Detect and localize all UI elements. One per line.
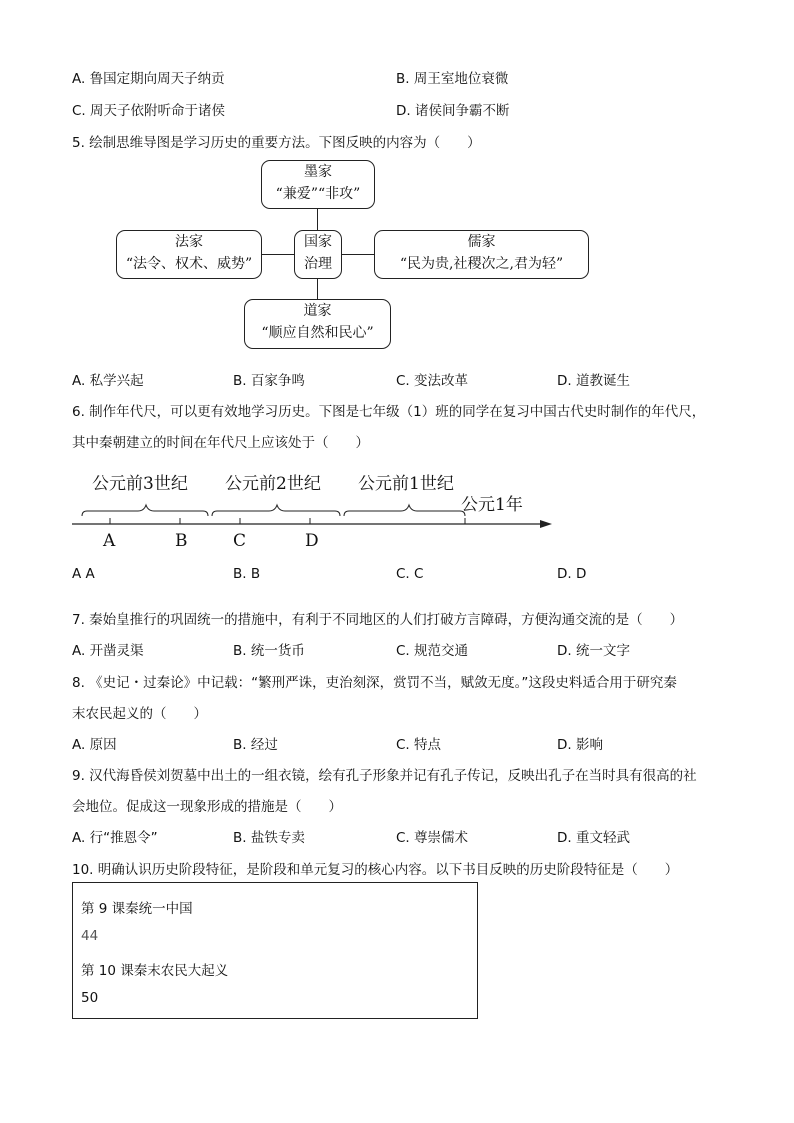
- q8-option-a[interactable]: A. 原因: [72, 737, 117, 753]
- mind-map-center-line1: 国家: [304, 234, 332, 250]
- mind-map-bottom-title: 道家: [303, 303, 332, 319]
- mind-map-right-text: “民为贵,社稷次之,君为轻”: [399, 256, 564, 272]
- mind-map-bottom-text: “顺应自然和民心”: [261, 325, 374, 341]
- q10-question: 10. 明确认识历史阶段特征，是阶段和单元复习的核心内容。以下书目反映的历史阶段特征是（ ）: [72, 862, 679, 878]
- toc-lesson-9-title: 第 9 课秦统一中国: [81, 901, 193, 917]
- timeline-end-label: 公元1年: [461, 495, 523, 515]
- mind-map-top-title: 墨家: [304, 164, 332, 180]
- q6-option-b[interactable]: B. B: [233, 566, 261, 582]
- q6-question-line1: 6. 制作年代尺，可以更有效地学习历史。下图是七年级（1）班的同学在复习中国古代史时制作的年代尺，: [72, 404, 706, 420]
- q9-question-line1: 9. 汉代海昏侯刘贺墓中出土的一组衣镜，绘有孔子形象并记有孔子传记，反映出孔子在当时具有很高的社: [72, 768, 697, 784]
- mind-map-top-text: “兼爱”“非攻”: [275, 186, 361, 202]
- q5-option-d[interactable]: D. 道教诞生: [557, 373, 630, 389]
- q7-option-c[interactable]: C. 规范交通: [396, 643, 469, 659]
- mind-map-right-node: [374, 230, 589, 279]
- q5-option-b[interactable]: B. 百家争鸣: [233, 373, 305, 389]
- q9-option-c[interactable]: C. 尊崇儒术: [396, 830, 469, 846]
- q9-option-b[interactable]: B. 盐铁专卖: [233, 830, 305, 846]
- q5-question: 5. 绘制思维导图是学习历史的重要方法。下图反映的内容为（ ）: [72, 135, 481, 151]
- q5-option-c[interactable]: C. 变法改革: [396, 373, 469, 389]
- q6-option-c[interactable]: C. C: [396, 566, 424, 582]
- toc-lesson-10-title: 第 10 课秦末农民大起义: [81, 963, 229, 979]
- timeline-point-d: D: [305, 531, 319, 551]
- toc-lesson-10-page: 50: [81, 990, 99, 1006]
- timeline-point-a: A: [103, 531, 116, 551]
- q6-option-d[interactable]: D. D: [557, 566, 587, 582]
- timeline-brace-3rd-bc: [82, 505, 208, 516]
- q8-option-c[interactable]: C. 特点: [396, 737, 442, 753]
- q9-option-a[interactable]: A. 行“推恩令”: [72, 830, 158, 846]
- mind-map-left-title: 法家: [175, 234, 203, 250]
- q8-question-line1: 8. 《史记・过秦论》中记载：“繁刑严诛，吏治刻深，赏罚不当，赋敛无度。”这段史料适合用于研究秦: [72, 675, 677, 691]
- mind-map-center-line2: 治理: [304, 256, 332, 272]
- timeline-point-b: B: [175, 531, 188, 551]
- mind-map-top-node: [261, 160, 375, 209]
- mind-map-left-node: [116, 230, 262, 279]
- q7-option-d[interactable]: D. 统一文字: [557, 643, 630, 659]
- timeline-brace-2nd-bc: [212, 505, 340, 516]
- q8-question-line2: 末农民起义的（ ）: [72, 706, 207, 722]
- timeline-period-1st-bc: 公元前1世纪: [358, 474, 454, 494]
- mind-map-center-node: [294, 230, 342, 279]
- mind-map-left-text: “法令、权术、威势”: [125, 256, 253, 272]
- timeline-point-c: C: [233, 531, 247, 551]
- mind-map-right-title: 儒家: [467, 234, 496, 250]
- q4-option-a[interactable]: A. 鲁国定期向周天子纳贡: [72, 71, 225, 87]
- timeline-period-2nd-bc: 公元前2世纪: [225, 474, 321, 494]
- timeline-period-3rd-bc: 公元前3世纪: [92, 474, 188, 494]
- q4-option-c[interactable]: C. 周天子依附听命于诸侯: [72, 103, 226, 119]
- q4-option-b[interactable]: B. 周王室地位衰微: [396, 71, 509, 87]
- q9-question-line2: 会地位。促成这一现象形成的措施是（ ）: [72, 799, 342, 815]
- q8-option-d[interactable]: D. 影响: [557, 737, 603, 753]
- q9-option-d[interactable]: D. 重文轻武: [557, 830, 630, 846]
- mind-map-bottom-node: [244, 299, 391, 349]
- table-of-contents-box: [72, 882, 478, 1019]
- q8-option-b[interactable]: B. 经过: [233, 737, 278, 753]
- timeline-axis: [70, 500, 554, 534]
- q6-question-line2: 其中秦朝建立的时间在年代尺上应该处于（ ）: [72, 435, 369, 451]
- timeline-brace-1st-bc: [344, 505, 465, 516]
- toc-lesson-9-page: 44: [81, 928, 99, 944]
- q4-option-d[interactable]: D. 诸侯间争霸不断: [396, 103, 510, 119]
- q7-question: 7. 秦始皇推行的巩固统一的措施中，有利于不同地区的人们打破方言障碍，方便沟通交流的是（ ）: [72, 612, 684, 628]
- q7-option-a[interactable]: A. 开凿灵渠: [72, 643, 144, 659]
- timeline-arrow-icon: [540, 520, 552, 528]
- q6-option-a[interactable]: A A: [72, 566, 95, 582]
- q7-option-b[interactable]: B. 统一货币: [233, 643, 305, 659]
- q5-option-a[interactable]: A. 私学兴起: [72, 373, 144, 389]
